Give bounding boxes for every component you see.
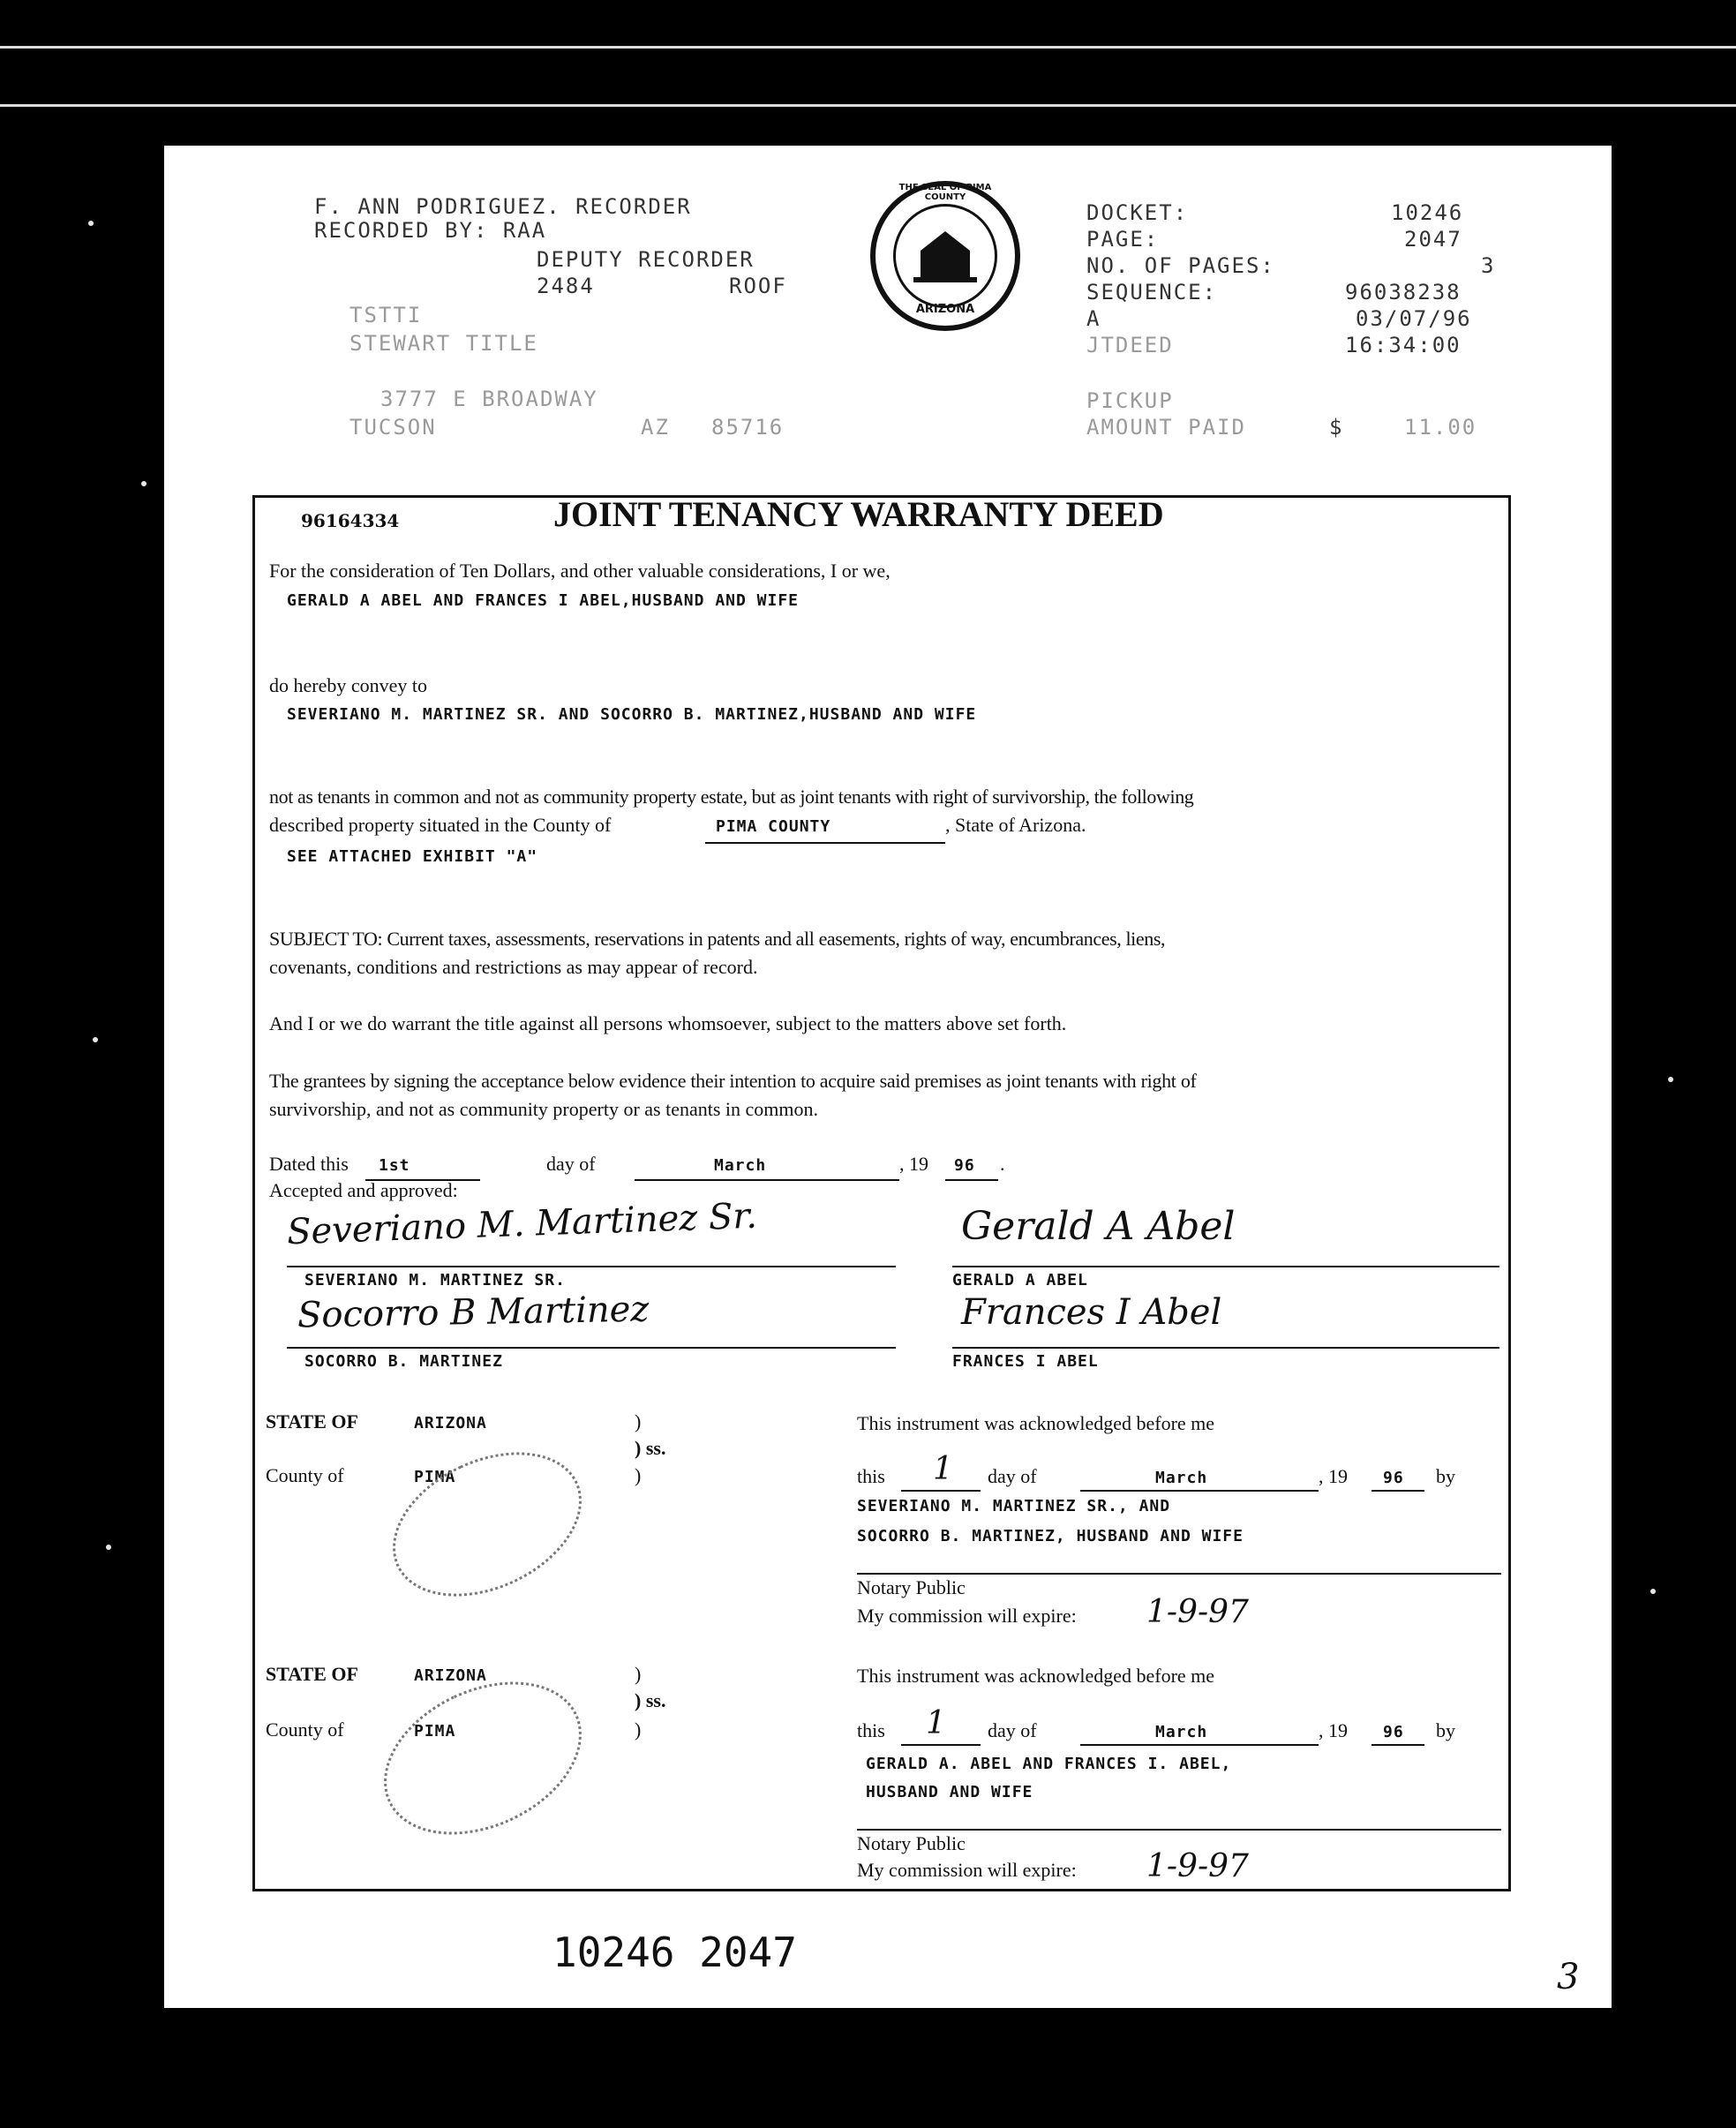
notary1-month-underline [1080,1490,1319,1492]
notary2-by: by [1436,1719,1455,1741]
notary2-day: 1 [926,1705,946,1741]
notary2-state: ARIZONA [414,1666,487,1685]
notary2-names-1: GERALD A. ABEL AND FRANCES I. ABEL, [866,1755,1232,1773]
seal-emblem-icon [896,207,995,305]
notary2-ack: This instrument was acknowledged before me [857,1665,1215,1687]
dated-day-field: 1st [379,1156,410,1175]
notary1-state-label: STATE OF [266,1410,358,1432]
notary2-year-underline [1372,1744,1424,1746]
address-line-4: TUCSON [349,415,437,440]
scan-speck [1650,1589,1656,1594]
notary1-day-of: day of [988,1465,1037,1487]
scan-speck [93,1037,98,1042]
recorder-line: F. ANN PODRIGUEZ. RECORDER [314,194,692,219]
dated-month-underline [635,1179,899,1181]
warrant-text: And I or we do warrant the title against all persons whomsoever, subject to the matters above set forth. [269,1012,1067,1034]
notary1-by: by [1436,1465,1455,1487]
notary2-this: this [857,1719,885,1741]
notary2-month: March [1155,1723,1208,1741]
notary2-commission: My commission will expire: [857,1859,1077,1881]
grantees-intention-1: The grantees by signing the acceptance below evidence their intention to acquire said premises as joint tenants with right of [269,1070,1197,1092]
deputy-number: 2484 [537,274,595,298]
page-mark: 3 [1557,1957,1580,1997]
dated-year-underline [945,1179,998,1181]
deed-title: JOINT TENANCY WARRANTY DEED [553,494,1164,534]
dated-year-prefix: , 19 [899,1153,928,1175]
scan-speck [106,1545,111,1550]
signature-gerald: Gerald A Abel [961,1204,1236,1249]
grantor-names: GERALD A ABEL AND FRANCES I ABEL,HUSBAND AND WIFE [287,591,800,610]
notary2-county-label: County of [266,1718,344,1741]
notary1-signature-line [857,1573,1501,1575]
amount-paid-label: AMOUNT PAID [1086,415,1246,440]
dated-year-field: 96 [954,1156,975,1175]
tenancy-text-2b: , State of Arizona. [945,814,1086,836]
convey-text: do hereby convey to [269,674,427,696]
signature-line-socorro [287,1347,896,1349]
signature-line-gerald [952,1266,1499,1267]
notary2-county-paren: ) [635,1718,642,1741]
notary2-signature-line [857,1829,1501,1831]
time-value: 16:34:00 [1345,333,1462,357]
seal-top-text: THE SEAL OF PIMA COUNTY [898,183,992,202]
scan-speck [88,221,94,226]
dated-month-field: March [714,1156,767,1175]
address-line-2: STEWART TITLE [349,331,538,356]
notary2-year-prefix: , 19 [1319,1719,1348,1741]
signature-socorro: Socorro B Martinez [297,1289,650,1336]
docket-label: DOCKET: [1086,200,1189,225]
document-number: 96164334 [301,510,400,531]
notary1-year: 96 [1383,1469,1404,1487]
tenancy-text-1: not as tenants in common and not as community property estate, but as joint tenants with right of survivorship, the following [269,786,1194,808]
notary1-names-2: SOCORRO B. MARTINEZ, HUSBAND AND WIFE [857,1527,1244,1545]
consideration-text: For the consideration of Ten Dollars, and other valuable considerations, I or we, [269,560,891,582]
amount-currency: $ [1329,415,1344,440]
address-line-6: 85716 [711,415,785,440]
address-line-3: 3777 E BROADWAY [380,387,598,411]
notary2-year: 96 [1383,1723,1404,1741]
notary2-notary-public: Notary Public [857,1832,966,1854]
exhibit-reference: SEE ATTACHED EXHIBIT "A" [287,847,538,866]
deputy-recorder: DEPUTY RECORDER [537,247,755,272]
scan-line-top [0,46,1736,49]
signature-line-severiano [287,1266,896,1267]
pages-label: NO. OF PAGES: [1086,253,1275,278]
pages-value: 3 [1481,253,1496,278]
notary1-notary-public: Notary Public [857,1576,966,1598]
signature-line-frances [952,1347,1499,1349]
notary1-day-underline [901,1490,981,1492]
address-line-1: TSTTI [349,303,423,327]
page-label: PAGE: [1086,227,1160,252]
notary2-expire: 1-9-97 [1146,1848,1249,1884]
dated-period: . [1000,1153,1005,1175]
recorded-by: RECORDED BY: RAA [314,218,547,243]
tenancy-text-2a: described property situated in the County of [269,814,612,836]
type-label: A [1086,306,1101,331]
subject-to-text-2: covenants, conditions and restrictions as may appear of record. [269,956,758,978]
notary2-month-underline [1080,1744,1319,1746]
address-line-5: AZ [641,415,670,440]
grantee-names: SEVERIANO M. MARTINEZ SR. AND SOCORRO B. MARTINEZ,HUSBAND AND WIFE [287,705,977,724]
notary1-stamp [370,1424,605,1625]
name-frances: FRANCES I ABEL [952,1352,1099,1371]
sequence-value: 96038238 [1345,280,1462,305]
notary1-this: this [857,1465,885,1487]
notary2-ss: ) ss. [635,1689,666,1711]
grantees-intention-2: survivorship, and not as community property or as tenants in common. [269,1098,819,1120]
notary2-day-of: day of [988,1719,1037,1741]
amount-paid-value: 11.00 [1404,415,1477,440]
notary1-ss: ) ss. [635,1437,666,1459]
notary1-names-1: SEVERIANO M. MARTINEZ SR., AND [857,1497,1171,1515]
notary2-state-paren: ) [635,1663,642,1685]
notary1-year-prefix: , 19 [1319,1465,1348,1487]
dated-this-label: Dated this [269,1153,349,1175]
scan-speck [141,481,147,486]
sequence-label: SEQUENCE: [1086,280,1218,305]
notary1-state-paren: ) [635,1410,642,1432]
notary2-names-2: HUSBAND AND WIFE [866,1783,1033,1801]
pima-county-seal [870,181,1020,331]
page-value: 2047 [1404,227,1462,252]
deed-box [252,495,1511,1891]
jtdeed-label: JTDEED [1086,333,1174,357]
scan-line-second [0,104,1736,107]
notary2-day-underline [901,1744,981,1746]
notary1-month: March [1155,1469,1208,1487]
deputy-code: ROOF [729,274,787,298]
notary1-commission: My commission will expire: [857,1605,1077,1627]
signature-frances: Frances I Abel [961,1292,1222,1333]
name-gerald: GERALD A ABEL [952,1271,1088,1290]
notary1-expire: 1-9-97 [1146,1594,1249,1630]
name-severiano: SEVERIANO M. MARTINEZ SR. [304,1271,566,1290]
notary2-county: PIMA [414,1722,456,1741]
county-underline [705,842,945,844]
county-field: PIMA COUNTY [716,817,831,836]
pickup-label: PICKUP [1086,388,1174,413]
name-socorro: SOCORRO B. MARTINEZ [304,1352,503,1371]
notary1-county: PIMA [414,1468,456,1486]
notary1-county-paren: ) [635,1464,642,1486]
docket-value: 10246 [1391,200,1464,225]
day-of-label: day of [546,1153,596,1175]
signature-severiano: Severiano M. Martinez Sr. [286,1195,758,1253]
notary1-county-label: County of [266,1464,344,1486]
subject-to-text-1: SUBJECT TO: Current taxes, assessments, reservations in patents and all easements, rights of way, encumbrances, liens, [269,928,1166,950]
notary1-ack: This instrument was acknowledged before me [857,1412,1215,1434]
accepted-approved-label: Accepted and approved: [269,1179,458,1201]
deed-page [164,146,1612,2008]
seal-bottom-text: ARIZONA [915,303,975,316]
notary1-state: ARIZONA [414,1414,487,1432]
seal-inner-ring [893,204,997,308]
scan-speck [1668,1077,1673,1082]
docket-page-stamp: 10246 2047 [552,1929,797,1976]
notary1-year-underline [1372,1490,1424,1492]
notary1-day: 1 [933,1451,953,1487]
notary2-state-label: STATE OF [266,1663,358,1685]
date-value: 03/07/96 [1356,306,1472,331]
